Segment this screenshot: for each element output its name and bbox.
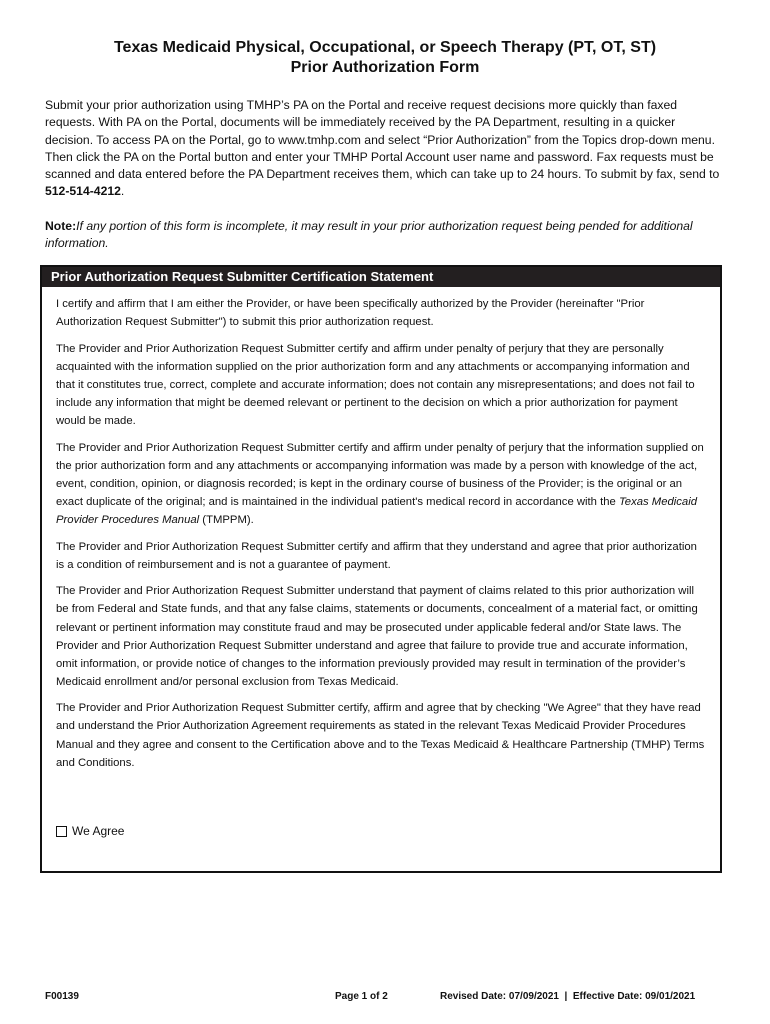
cert-paragraph-2: The Provider and Prior Authorization Request Submitter certify and affirm under penalty of perjury that they are personally acquainted with the information supplied on the prior authorization form and any attachments or accompanying information and that it constitutes true, correct, complete and accurate information; does not contain any misrepresentations; and does not fail to include any information that might be deemed relevant or pertinent to the decision on which a prior authorization for payment would be made. bbox=[56, 342, 695, 428]
certification-heading: Prior Authorization Request Submitter Certification Statement bbox=[42, 267, 720, 287]
note-paragraph bbox=[45, 218, 725, 253]
note-label: Note: bbox=[45, 219, 77, 233]
cert-paragraph-4: The Provider and Prior Authorization Request Submitter certify and affirm that they understand and agree that prior authorization is a condition of reimbursement and is not a guarantee of payment. bbox=[56, 540, 697, 571]
fax-number: 512-514-4212 bbox=[45, 184, 121, 199]
certification-body bbox=[42, 287, 720, 772]
cert-paragraph-5: The Provider and Prior Authorization Request Submitter understand that payment of claims related to this prior authorization will be from Federal and State funds, and that any false claims, statements or documents, concealment of a material fact, or omitting relevant or pertinent information may constitute fraud and may be prosecuted under applicable federal and/or State laws. The Provider and Prior Authorization Request Submitter understand and agree that failure to provide true and accurate information, omit information, or provide notice of changes to the information previously provided may result in termination of the provider’s Medicaid enrollment and/or personal exclusion from Texas Medicaid. bbox=[56, 585, 698, 688]
we-agree-option[interactable] bbox=[56, 823, 124, 839]
title-line-1: Texas Medicaid Physical, Occupational, or Speech Therapy (PT, OT, ST) bbox=[113, 39, 657, 56]
cert-paragraph-3 bbox=[56, 439, 706, 529]
certification-box bbox=[40, 265, 722, 873]
page-number: Page 1 of 2 bbox=[335, 991, 388, 1002]
cert-paragraph-6: The Provider and Prior Authorization Request Submitter certify, affirm and agree that by checking "We Agree" that they have read and understand the Prior Authorization Agreement requirements as stated in the relevant Texas Medicaid Provider Procedures Manual and they agree and consent to the Certification above and to the Texas Medicaid & Healthcare Partnership (TMHP) Terms and Conditions. bbox=[56, 702, 705, 769]
intro-paragraph bbox=[45, 97, 725, 201]
form-id: F00139 bbox=[45, 991, 79, 1002]
form-dates: Revised Date: 07/09/2021 | Effective Date: 09/01/2021 bbox=[440, 991, 696, 1002]
cert-p3-end: (TMPPM). bbox=[199, 514, 254, 527]
cert-p3-start: The Provider and Prior Authorization Request Submitter certify and affirm under penalty of perjury that the information supplied on the prior authorization form and any attachments or accompanying information was made by a person with knowledge of the act, event, condition, opinion, or diagnosis recorded; is kept in the ordinary course of business of the Provider; is the original or an exact duplicate of the original; and is maintained in the individual patient's medical record in accordance with the bbox=[56, 441, 704, 508]
intro-end: . bbox=[120, 184, 125, 199]
we-agree-label[interactable]: We Agree bbox=[72, 824, 125, 838]
title-line-2: Prior Authorization Form bbox=[290, 59, 480, 76]
intro-text: Submit your prior authorization using TMHP’s PA on the Portal and receive request decisions more quickly than faxed requests. With PA on the Portal, documents will be immediately received by the PA Department, resulting in a quicker decision. To access PA on the Portal, go to www.tmhp.com and select “Prior Authorization” from the Topics drop-down menu. Then click the PA on the Portal button and enter your TMHP Portal Account user name and password. Fax requests must be scanned and data entered before the PA Department receives them, which can take up to 24 hours. To submit by fax, send to bbox=[45, 98, 720, 182]
note-text: If any portion of this form is incomplete, it may result in your prior authorization request being pended for additional information. bbox=[45, 219, 693, 251]
tmppm-manual-title: Texas Medicaid Provider Procedures Manual bbox=[56, 495, 698, 527]
we-agree-checkbox[interactable] bbox=[56, 826, 67, 837]
cert-paragraph-1: I certify and affirm that I am either the Provider, or have been specifically authorized by the Provider (hereinafter "Prior Authorization Request Submitter") to submit this prior authorization request. bbox=[56, 298, 645, 329]
form-title bbox=[0, 38, 770, 78]
